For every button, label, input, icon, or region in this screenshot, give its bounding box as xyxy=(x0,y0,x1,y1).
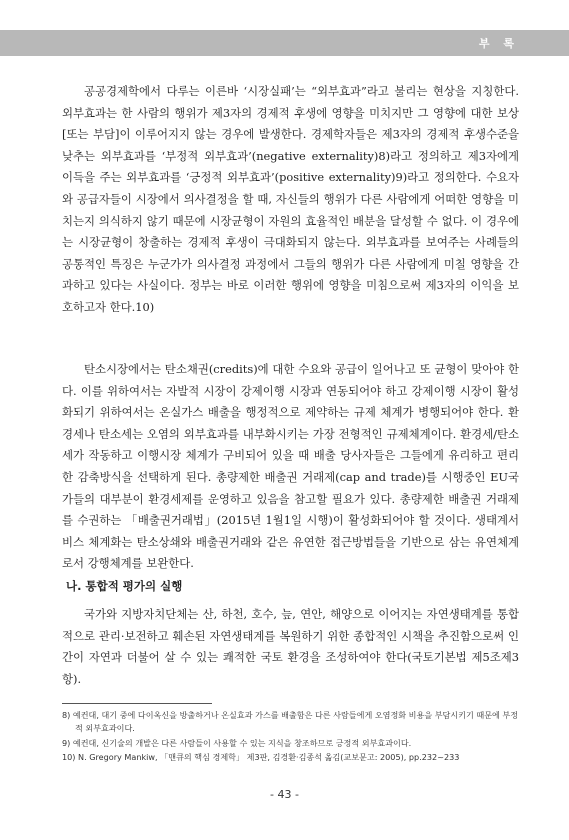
footnotes xyxy=(62,709,524,765)
section-3 xyxy=(62,604,519,690)
footnote-9: 9) 예컨대, 신기술의 개발은 다른 사람들이 사용할 수 있는 지식을 창조하므로 긍정적 외부효과이다. xyxy=(62,737,412,748)
footnote-divider xyxy=(62,703,212,704)
paragraph-carbon-market: 탄소시장에서는 탄소채권(credits)에 대한 수요와 공급이 일어나고 또 균형이 맞아야 한다. 이를 위하여서는 자발적 시장이 강제이행 시장과 연동되어야 하고 강제이행 시장이 활성화되기 위하여서는 온실가스 배출을 행정적으로 제약하는 규제 체계가 병행되어야 한다. 환경세나 탄소세는 오염의 외부효과를 내부화시키는 가장 전형적인 규제체계이다. 환경세/탄소세가 작동하고 이행시장 체계가 구비되어 있을 때 배출 당사자들은 그들에게 유리하고 편리한 감축방식을 선택하게 된다. 총량제한 배출권 거래제(cap and trade)를 시행중인 EU국가들의 대부분이 환경세제를 운영하고 있음을 참고할 필요가 있다. 총량제한 배출권 거래제를 수권하는 「배출권거래법」(2015년 1월1일 시행)이 활성화되어야 할 것이다. 생태계서비스 체계화는 탄소상쇄와 배출권거래와 같은 유연한 접근방법들을 기반으로 삼는 유연체계로서 강행체계를 보완한다. xyxy=(62,362,519,571)
header-bar xyxy=(0,30,569,56)
section-heading: 나. 통합적 평가의 실행 xyxy=(66,579,183,593)
page-number: - 43 - xyxy=(270,788,299,801)
footnote-10: 10) N. Gregory Mankiw, 「맨큐의 핵심 경제학」 제3판, 김경환·김종석 옮김(교보문고: 2005), pp.232~233 xyxy=(62,751,460,762)
footnote-8: 8) 예컨대, 대기 중에 다이옥신을 방출하거나 온실효과 가스를 배출함은 다른 사람들에게 오염정화 비용을 부담시키기 때문에 부정적 외부효과이다. xyxy=(62,710,519,734)
header-label: 부 록 xyxy=(478,37,519,50)
section-2 xyxy=(62,359,519,575)
section-1 xyxy=(62,81,519,319)
paragraph-integrated-assessment: 국가와 지방자치단체는 산, 하천, 호수, 늪, 연안, 해양으로 이어지는 자연생태계를 통합적으로 관리·보전하고 훼손된 자연생태계를 복원하기 위한 종합적인 시책을 추진함으로써 인간이 자연과 더불어 살 수 있는 쾌적한 국토 환경을 조성하여야 한다(국토기본법 제5조제3항). xyxy=(62,607,519,686)
paragraph-externality: 공공경제학에서 다루는 이른바 ‘시장실패’는 “외부효과”라고 불리는 현상을 지칭한다. 외부효과는 한 사람의 행위가 제3자의 경제적 후생에 영향을 미치지만 그 영향에 대한 보상[또는 부담]이 이루어지지 않는 경우에 발생한다. 경제학자들은 제3자의 경제적 후생수준을 낮추는 외부효과를 ‘부정적 외부효과’(negative externality)8)라고 정의하고 제3자에게 이득을 주는 외부효과를 ‘긍정적 외부효과’(positive externality)9)라고 정의한다. 수요자와 공급자들이 시장에서 의사결정을 할 때, 자신들의 행위가 다른 사람에게 어떠한 영향을 미치는지 의식하지 않기 때문에 시장균형이 자원의 효율적인 배분을 달성할 수 없다. 이 경우에는 시장균형이 창출하는 경제적 후생이 극대화되지 않는다. 외부효과를 보여주는 사례들의 공통적인 특징은 누군가가 의사결정 과정에서 그들의 행위가 다른 사람에게 미칠 영향을 간과하고 있다는 사실이다. 정부는 바로 이러한 행위에 영향을 미침으로써 제3자의 이익을 보호하고자 한다.10) xyxy=(62,84,519,314)
